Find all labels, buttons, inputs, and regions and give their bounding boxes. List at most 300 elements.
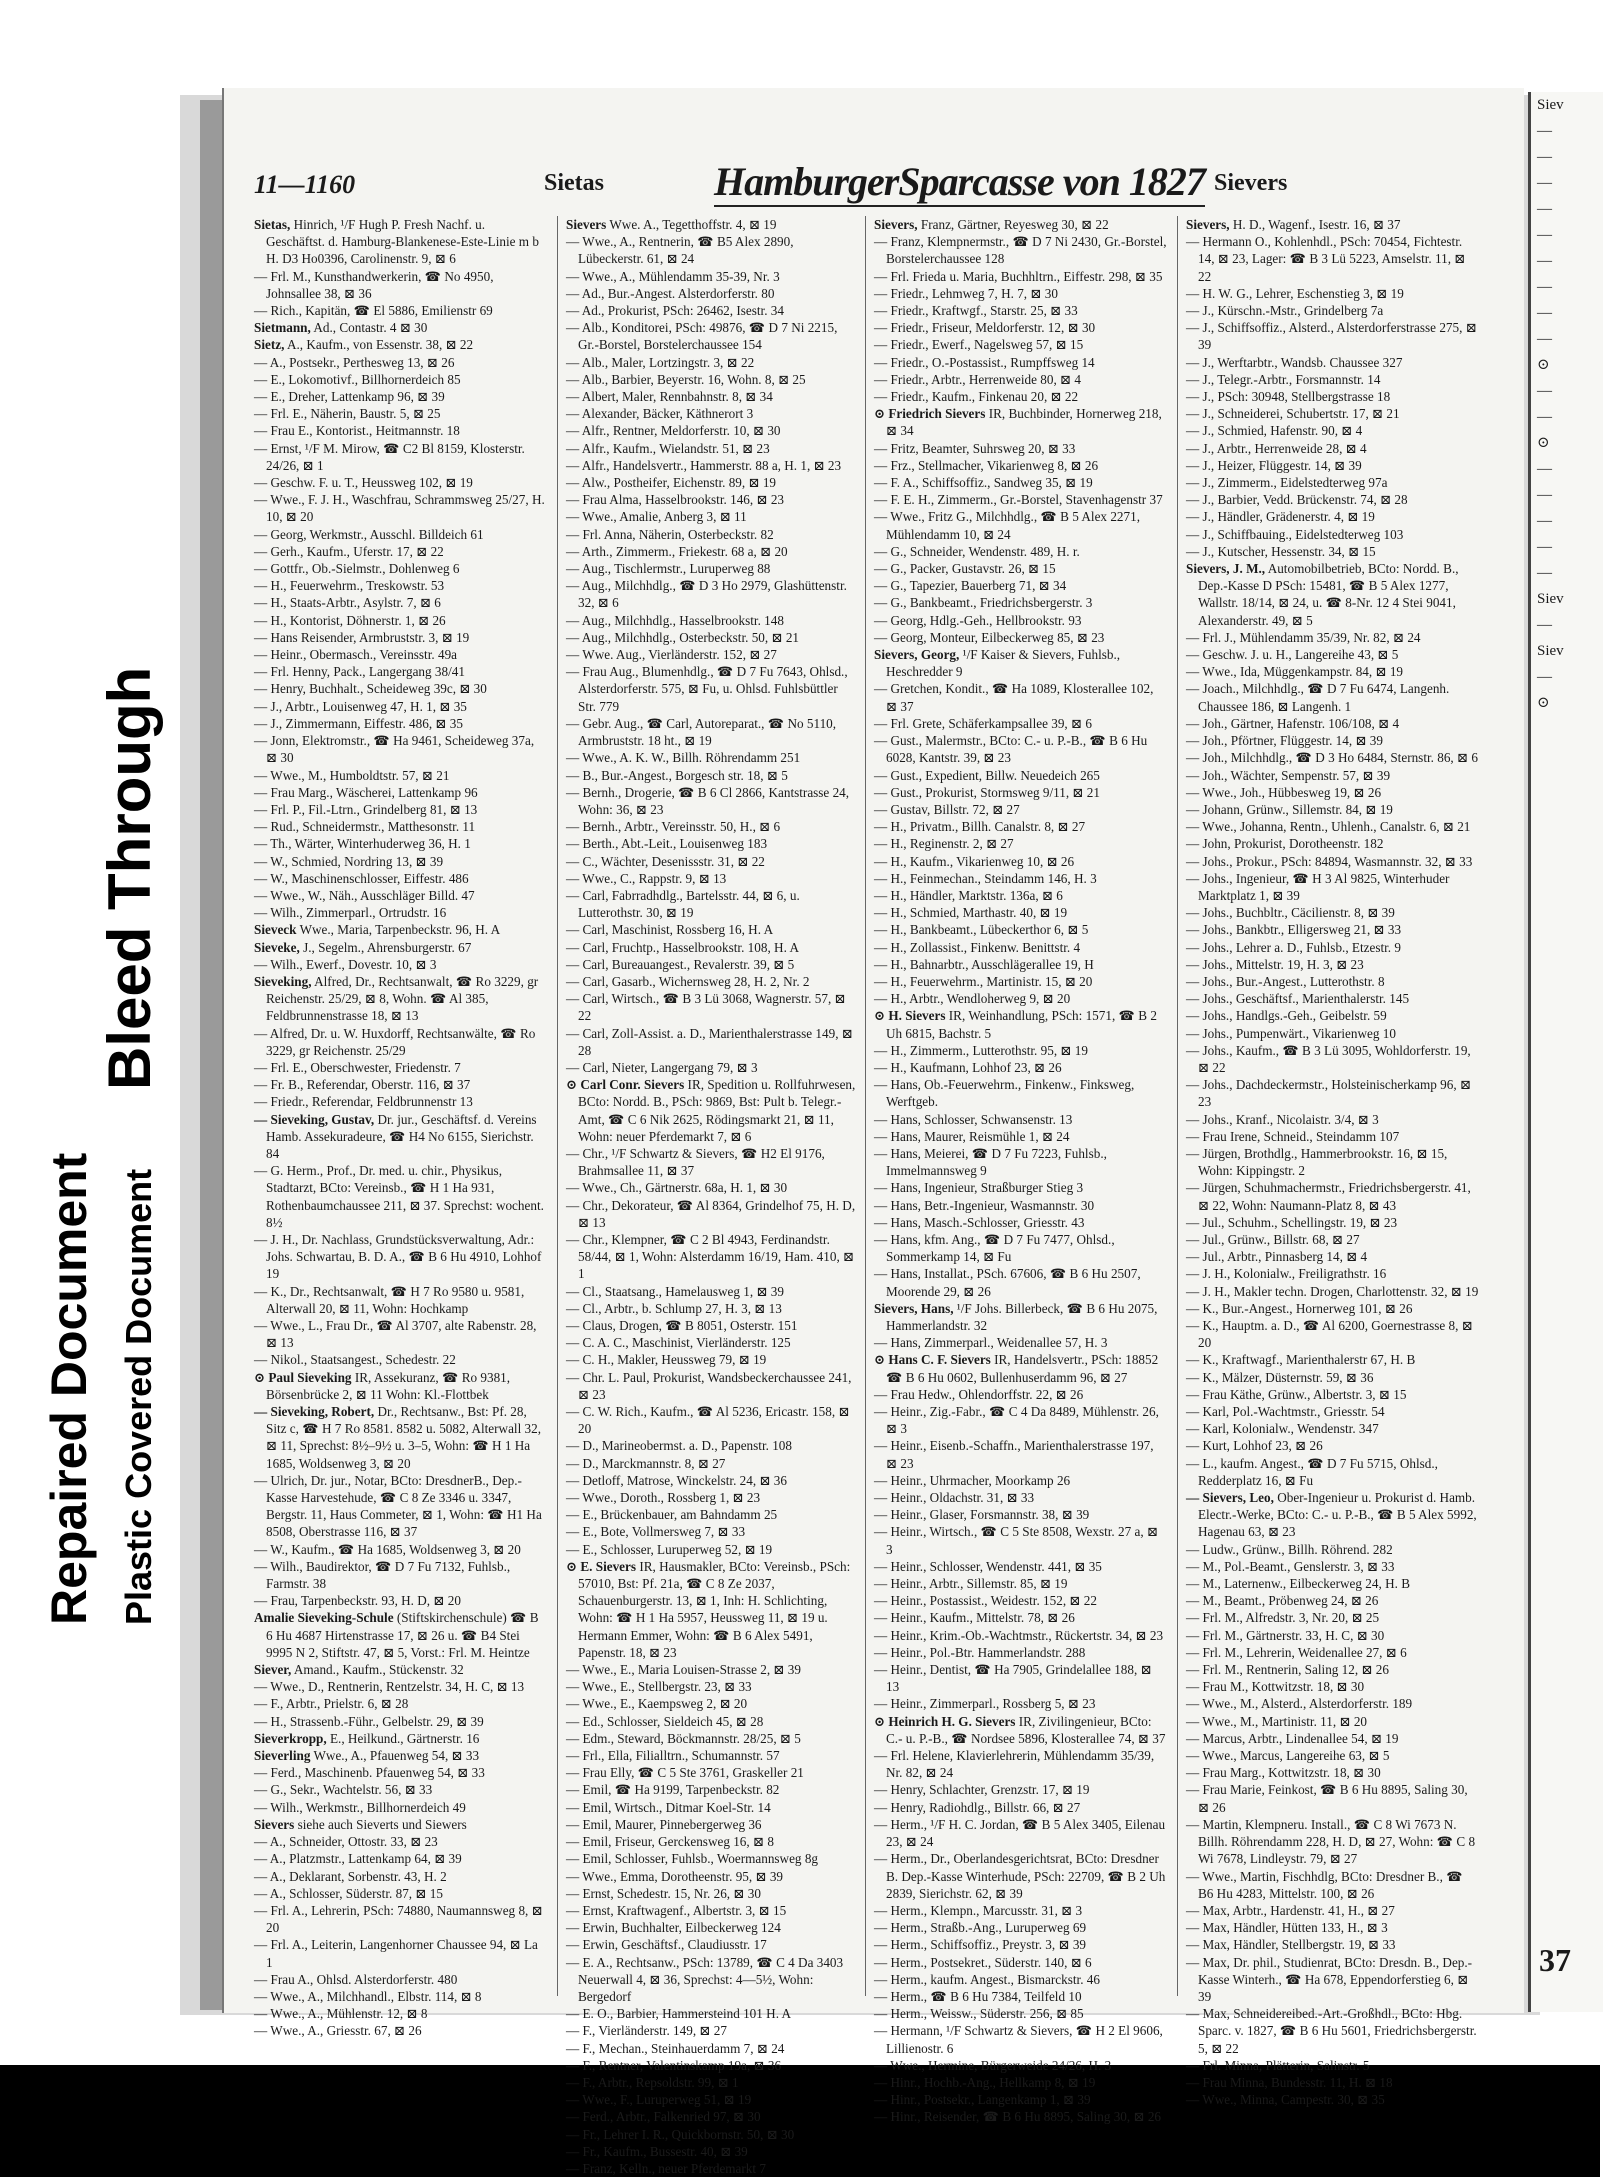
directory-entry — [254, 1351, 547, 1368]
directory-entry — [1186, 1265, 1479, 1282]
entry-text: — Jul., Grünw., Billstr. 68, ⊠ 27 — [1186, 1231, 1360, 1247]
entry-name: ⊙ Carl Conr. Sievers — [566, 1077, 685, 1093]
directory-entry — [254, 1971, 547, 1988]
directory-entry — [874, 302, 1167, 319]
entry-text: — H., Bankbeamt., Lübeckerthor 6, ⊠ 5 — [874, 922, 1089, 938]
entry-name: Amalie Sieveking-Schule — [254, 1610, 394, 1626]
entry-text: — Ad., Bur.-Angest. Alsterdorferstr. 80 — [566, 285, 775, 301]
entry-text: — Johs., Ingenieur, ☎ H 3 Al 9825, Winterhuder Marktplatz 1, ⊠ 39 — [1186, 870, 1450, 903]
entry-text: — Johs., Lehrer a. D., Fuhlsb., Etzestr. 9 — [1186, 939, 1401, 955]
entry-text: IR, Weinhandlung, PSch: 1571, ☎ B 2 Uh 6815, Bachstr. 5 — [886, 1008, 1157, 1041]
directory-entry — [874, 233, 1167, 267]
directory-entry — [566, 1558, 859, 1661]
entry-text: — Wwe., Martin, Fischhdlg, BCto: Dresdner B., ☎ B6 Hu 4283, Mittelstr. 100, ⊠ 26 — [1186, 1868, 1463, 1901]
entry-text: — J., Werftarbtr., Wandsb. Chaussee 327 — [1186, 354, 1403, 370]
entry-text: — Aug., Milchhdlg., Hasselbrookstr. 148 — [566, 612, 784, 628]
entry-text: — Joach., Milchhdlg., ☎ D 7 Fu 6474, Langenh. Chaussee 186, ⊠ Langenh. 1 — [1186, 681, 1450, 714]
directory-entry — [874, 956, 1167, 973]
entry-text: — Emil, Maurer, Pinnebergerweg 36 — [566, 1816, 762, 1832]
directory-entry — [254, 973, 547, 1025]
directory-entry — [254, 1799, 547, 1816]
directory-entry — [1186, 216, 1479, 233]
directory-entry — [1186, 1695, 1479, 1712]
directory-entry — [254, 663, 547, 680]
directory-entry — [566, 560, 859, 577]
entry-text: — Berth., Abt.-Leit., Louisenweg 183 — [566, 836, 768, 852]
directory-entry — [874, 1197, 1167, 1214]
directory-entry — [566, 526, 859, 543]
entry-text: — Ernst, Schedestr. 15, Nr. 26, ⊠ 30 — [566, 1885, 761, 1901]
directory-entry — [874, 818, 1167, 835]
directory-entry — [566, 388, 859, 405]
header-first-name: Sietas — [544, 170, 604, 196]
next-page-fragments — [1531, 92, 1603, 716]
directory-entry — [1186, 491, 1479, 508]
entry-text: IR, Spedition u. Rollfuhrwesen, BCto: Nordd. B., PSch: 9869, Bst: Pult b. Telegr.-Amt, ☎ C 6 Nik 2625, Rödingsmarkt 21, ⊠ 11, Wohn: neuer Pferdemarkt 7, ⊠ 6 — [578, 1077, 856, 1144]
entry-text: — Chr., ¹/F Schwartz & Sievers, ☎ H2 El 9176, Brahmsallee 11, ⊠ 37 — [566, 1145, 825, 1179]
entry-text: — Wilh., Zimmerparl., Ortrudstr. 16 — [254, 905, 447, 921]
entry-text: — Wwe., A., Rentnerin, ☎ B5 Alex 2890, Lübeckerstr. 61, ⊠ 24 — [566, 234, 794, 267]
directory-entry — [254, 1988, 547, 2005]
directory-entry — [566, 1317, 859, 1334]
entry-text: — Wwe., A., Mühlenstr. 12, ⊠ 8 — [254, 2006, 428, 2022]
entry-text: — H., Zollassist., Finkenw. Benittstr. 4 — [874, 939, 1081, 955]
entry-text: — Fr. B., Referendar, Oberstr. 116, ⊠ 37 — [254, 1077, 471, 1093]
entry-text: — Herm., ¹/F H. C. Jordan, ☎ B 5 Alex 3405, Eilenau 23, ⊠ 24 — [874, 1816, 1166, 1850]
entry-text: — Frl., Ella, Filialltrn., Schumannstr. 57 — [566, 1748, 780, 1764]
entry-text: — Herm., Klempn., Marcusstr. 31, ⊠ 3 — [874, 1902, 1083, 1918]
entry-text: — H., Feinmechan., Steindamm 146, H. 3 — [874, 870, 1097, 886]
entry-text: — Joh., Gärtner, Hafenstr. 106/108, ⊠ 4 — [1186, 715, 1400, 731]
entry-text: Franz, Gärtner, Reyesweg 30, ⊠ 22 — [920, 217, 1109, 232]
entry-text: — Cl., Arbtr., b. Schlump 27, H. 3, ⊠ 13 — [566, 1300, 782, 1316]
directory-entry — [566, 1351, 859, 1368]
entry-text: — F., Mechan., Steinhauerdamm 7, ⊠ 24 — [566, 2040, 785, 2056]
entry-name: Sievers, J. M., — [1186, 561, 1266, 577]
directory-entry — [1186, 2074, 1479, 2091]
directory-entry — [874, 2074, 1167, 2091]
directory-entry — [254, 1850, 547, 1867]
entry-text: — Detloff, Matrose, Winckelstr. 24, ⊠ 36 — [566, 1472, 787, 1488]
entry-text: — Carl, Fabrradhdlg., Bartelsstr. 44, ⊠ 6, u. Lutterothstr. 30, ⊠ 19 — [566, 887, 800, 921]
directory-entry — [874, 354, 1167, 371]
directory-entry — [874, 1627, 1167, 1644]
directory-entry — [566, 2108, 859, 2125]
directory-entry — [254, 1317, 547, 1351]
entry-text: — Herm., kaufm. Angest., Bismarckstr. 46 — [874, 1971, 1100, 1987]
entry-text: — Frl. E., Oberschwester, Friedenstr. 7 — [254, 1059, 461, 1075]
page-binding-edge — [200, 100, 224, 2010]
directory-entry — [254, 2022, 547, 2039]
next-page-fragment: — — [1537, 461, 1552, 477]
directory-entry — [566, 1334, 859, 1351]
directory-entry — [254, 1885, 547, 1902]
directory-entry — [874, 1179, 1167, 1196]
directory-entry — [566, 2143, 859, 2160]
directory-entry — [1186, 1042, 1479, 1076]
directory-entry — [254, 1076, 547, 1093]
directory-entry — [254, 715, 547, 732]
directory-entry — [254, 302, 547, 319]
next-page-fragment: — — [1537, 201, 1552, 217]
entry-text: — Jürgen, Schuhmachermstr., Friedrichsbergerstr. 41, ⊠ 22, Wohn: Naumann-Platz 8, ⊠ 43 — [1186, 1180, 1471, 1213]
directory-entry — [566, 990, 859, 1024]
directory-entry — [1186, 1076, 1479, 1110]
entry-text: — E., Lokomotivf., Billhornerdeich 85 — [254, 371, 461, 387]
entry-text: — Frl. M., Alfredstr. 3, Nr. 20, ⊠ 25 — [1186, 1610, 1380, 1626]
directory-entry — [566, 1902, 859, 1919]
directory-entry — [254, 526, 547, 543]
next-page-fragment: — — [1537, 669, 1552, 685]
entry-text: — Aug., Milchhdlg., ☎ D 3 Ho 2979, Glashüttenstr. 32, ⊠ 6 — [566, 578, 847, 611]
next-page-fragment: — — [1537, 175, 1552, 191]
entry-text: siehe auch Sieverts und Siewers — [297, 1816, 467, 1832]
entry-text: — Frl. M., Rentnerin, Saling 12, ⊠ 26 — [1186, 1662, 1389, 1678]
directory-entry — [874, 801, 1167, 818]
directory-entry — [566, 870, 859, 887]
entry-text: Dr. jur., Geschäftsf. d. Vereins Hamb. Assekuradeure, ☎ H4 No 6155, Sierichstr. 84 — [266, 1111, 537, 1161]
directory-entry — [254, 1403, 547, 1472]
header-last-name: Sievers — [1214, 170, 1288, 196]
directory-entry — [254, 1472, 547, 1541]
entry-text: — C., Wächter, Desenissstr. 31, ⊠ 22 — [566, 853, 765, 869]
directory-entry — [1186, 1369, 1479, 1386]
entry-text: — E., Dreher, Lattenkamp 96, ⊠ 39 — [254, 389, 445, 405]
entry-text: — Carl, Gasarb., Wichernsweg 28, H. 2, Nr. 2 — [566, 973, 810, 989]
directory-entry — [566, 1919, 859, 1936]
directory-entry — [566, 1695, 859, 1712]
entry-text: — Carl, Fruchtp., Hasselbrookstr. 108, H. A — [566, 939, 799, 955]
directory-entry — [566, 629, 859, 646]
directory-entry — [1186, 835, 1479, 852]
entry-text: — Cl., Staatsang., Hamelausweg 1, ⊠ 39 — [566, 1283, 784, 1299]
directory-entry — [1186, 801, 1479, 818]
entry-name: Sietmann, — [254, 320, 311, 336]
directory-entry — [1186, 1145, 1479, 1179]
entry-text: — Wwe., Ida, Müggenkampstr. 84, ⊠ 19 — [1186, 664, 1404, 680]
directory-entry — [254, 1816, 547, 1833]
entry-text: — Johs., Handlgs.-Geh., Geibelstr. 59 — [1186, 1008, 1387, 1024]
directory-entry — [874, 508, 1167, 542]
entry-text: — Wwe., Joh., Hübbesweg 19, ⊠ 26 — [1186, 784, 1382, 800]
entry-name: — Sieveking, Robert, — [254, 1404, 375, 1420]
directory-entry — [254, 1592, 547, 1609]
entry-text: — L., kaufm. Angest., ☎ D 7 Fu 5715, Ohlsd., Redderplatz 16, ⊠ Fu — [1186, 1455, 1438, 1488]
entry-text: — Frl. M., Gärtnerstr. 33, H. C, ⊠ 30 — [1186, 1627, 1385, 1643]
directory-entry — [874, 612, 1167, 629]
directory-entry — [874, 319, 1167, 336]
directory-entry — [874, 1351, 1167, 1385]
directory-entry — [254, 1609, 547, 1661]
entry-text: — Ad., Prokurist, PSch: 26462, Isestr. 34 — [566, 303, 784, 319]
directory-entry — [874, 1902, 1167, 1919]
entry-text: — Ed., Schlosser, Sieldeich 45, ⊠ 28 — [566, 1713, 764, 1729]
directory-column-1 — [254, 216, 547, 2039]
directory-entry — [874, 1713, 1167, 1747]
directory-entry — [874, 491, 1167, 508]
entry-text: — Frz., Stellmacher, Vikarienweg 8, ⊠ 26 — [874, 457, 1099, 473]
directory-entry — [566, 818, 859, 835]
directory-entry — [566, 973, 859, 990]
directory-entry — [254, 371, 547, 388]
directory-entry — [254, 921, 547, 938]
entry-text: H. D., Wagenf., Isestr. 16, ⊠ 37 — [1232, 217, 1401, 232]
directory-entry — [874, 285, 1167, 302]
directory-entry — [1186, 1386, 1479, 1403]
directory-entry — [1186, 1351, 1479, 1368]
directory-entry — [1186, 749, 1479, 766]
directory-entry — [874, 1850, 1167, 1902]
entry-text: — Emil, Schlosser, Fuhlsb., Woermannsweg 8g — [566, 1851, 819, 1867]
directory-entry — [1186, 1179, 1479, 1213]
entry-text: — Frau Käthe, Grünw., Albertstr. 3, ⊠ 15 — [1186, 1386, 1407, 1402]
entry-text: Ober-Ingenieur u. Prokurist d. Hamb. Electr.-Werke, BCto: C.- u. P.-B., ☎ B 5 Alex 5992, Hagenau 63, ⊠ 23 — [1198, 1490, 1477, 1540]
entry-text: — Ulrich, Dr. jur., Notar, BCto: DresdnerB., Dep.-Kasse Harvestehude, ☎ C 8 Ze 3346 u. 3347, Bergstr. 11, Haus Commeter, ⊠ 1, Wohn: ☎ H1 Ha 8508, Oberstrasse 116, ⊠ 37 — [254, 1472, 542, 1540]
entry-text: — B., Bur.-Angest., Borgesch str. 18, ⊠ 5 — [566, 767, 788, 783]
entry-text: — Henry, Schlachter, Grenzstr. 17, ⊠ 19 — [874, 1782, 1090, 1798]
directory-entry — [874, 784, 1167, 801]
entry-text: — Frau Marg., Wäscherei, Lattenkamp 96 — [254, 784, 478, 800]
entry-text: — J., Arbtr., Herrenweide 28, ⊠ 4 — [1186, 440, 1367, 456]
entry-text: — Wwe., M., Alsterd., Alsterdorferstr. 189 — [1186, 1696, 1413, 1712]
entry-text: — G., Packer, Gustavstr. 26, ⊠ 15 — [874, 561, 1056, 577]
entry-text: — Wwe. Aug., Vierländerstr. 152, ⊠ 27 — [566, 647, 777, 663]
directory-entry — [566, 1283, 859, 1300]
entry-text: — A., Platzmstr., Lattenkamp 64, ⊠ 39 — [254, 1851, 462, 1867]
entry-text: — C. A. C., Maschinist, Vierländerstr. 125 — [566, 1335, 791, 1351]
entry-text: — Frl. Helene, Klavierlehrerin, Mühlendamm 35/39, Nr. 82, ⊠ 24 — [874, 1748, 1155, 1781]
entry-text: — H., Reginenstr. 2, ⊠ 27 — [874, 836, 1014, 852]
entry-text: — Emil, ☎ Ha 9199, Tarpenbeckstr. 82 — [566, 1782, 780, 1798]
directory-entry — [566, 508, 859, 525]
entry-text: — Friedr., Lehmweg 7, H. 7, ⊠ 30 — [874, 285, 1058, 301]
entry-text: — Claus, Drogen, ☎ B 8051, Osterstr. 151 — [566, 1318, 798, 1333]
next-page-fragment: — — [1537, 409, 1552, 425]
directory-entry — [874, 1489, 1167, 1506]
entry-text: — Friedr., Referendar, Feldbrunnenstr 13 — [254, 1094, 473, 1110]
entry-text: — J., Zimmermann, Eiffestr. 486, ⊠ 35 — [254, 715, 463, 731]
next-page-fragment: — — [1537, 617, 1552, 633]
directory-entry — [566, 1179, 859, 1196]
entry-text: — Hermann, ¹/F Schwartz & Sievers, ☎ H 2 El 9606, Lillienostr. 6 — [874, 2023, 1163, 2056]
directory-entry — [1186, 1214, 1479, 1231]
entry-text: — Johs., Prokur., PSch: 84894, Wasmannstr. 32, ⊠ 33 — [1186, 853, 1473, 869]
entry-text: — Johs., Dachdeckermstr., Holsteinischerkamp 96, ⊠ 23 — [1186, 1077, 1471, 1110]
directory-entry — [566, 491, 859, 508]
directory-entry — [1186, 440, 1479, 457]
entry-text: — Fritz, Beamter, Suhrsweg 20, ⊠ 33 — [874, 440, 1076, 456]
entry-text: — F., Rentner, Valentinskamp 19a, ⊠ 36 — [566, 2057, 782, 2073]
plastic-covered-label: Plastic Covered Document — [118, 1168, 159, 1625]
next-page-fragment: — — [1537, 149, 1552, 165]
directory-entry — [874, 732, 1167, 766]
entry-text: — Edm., Steward, Böckmannstr. 28/25, ⊠ 5 — [566, 1730, 801, 1746]
entry-name: ⊙ E. Sievers — [566, 1558, 637, 1574]
directory-entry — [254, 1558, 547, 1592]
entry-text: — K., Dr., Rechtsanwalt, ☎ H 7 Ro 9580 u. 9581, Alterwall 20, ⊠ 11, Wohn: Hochkamp — [254, 1283, 525, 1316]
entry-text: — Frau Minna, Bundesstr. 11, H. ⊠ 18 — [1186, 2074, 1393, 2090]
next-page-fragment: — — [1537, 487, 1552, 503]
entry-text: — Friedr., Friseur, Meldorferstr. 12, ⊠ 30 — [874, 320, 1096, 336]
entry-text: J., Segelm., Ahrensburgerstr. 67 — [303, 939, 472, 955]
directory-entry — [254, 354, 547, 371]
directory-entry — [254, 732, 547, 766]
entry-text: — G., Schneider, Wendenstr. 489, H. r. — [874, 543, 1080, 559]
directory-entry — [1186, 457, 1479, 474]
directory-entry — [874, 1042, 1167, 1059]
entry-text: — Wwe., E., Stellbergstr. 23, ⊠ 33 — [566, 1679, 752, 1695]
directory-entry — [1186, 870, 1479, 904]
directory-entry — [874, 1076, 1167, 1110]
entry-text: — Johs., Bankbtr., Elligersweg 21, ⊠ 33 — [1186, 922, 1402, 938]
entry-text: — J., Kutscher, Hessenstr. 34, ⊠ 15 — [1186, 543, 1376, 559]
directory-entry — [874, 973, 1167, 990]
entry-text: — Hinr., Postsekr., Langenkamp 1, ⊠ 39 — [874, 2092, 1091, 2108]
directory-entry — [566, 1300, 859, 1317]
directory-entry — [254, 1369, 547, 1403]
entry-text: — Hans, Zimmerparl., Weidenallee 57, H. 3 — [874, 1335, 1108, 1351]
entry-text: — Frl. M., Kunsthandwerkerin, ☎ No 4950, Johnsallee 38, ⊠ 36 — [254, 268, 494, 301]
entry-text: — Chr., Klempner, ☎ C 2 Bl 4943, Ferdinandstr. 58/44, ⊠ 1, Wohn: Alsterdamm 16/19, Ham. 410, ⊠ 1 — [566, 1231, 855, 1282]
entry-text: — Hans, Ob.-Feuerwehrm., Finkenw., Finksweg, Werftgeb. — [874, 1077, 1135, 1110]
directory-entry — [874, 1506, 1167, 1523]
entry-name: Sievers, — [874, 217, 918, 232]
entry-text: — Jul., Schuhm., Schellingstr. 19, ⊠ 23 — [1186, 1214, 1398, 1230]
directory-entry — [874, 2108, 1167, 2125]
next-page-fragment: ⊙ — [1537, 435, 1550, 451]
directory-entry — [254, 956, 547, 973]
directory-entry — [874, 1231, 1167, 1265]
entry-text: — Karl, Kolonialw., Wendenstr. 347 — [1186, 1421, 1379, 1437]
directory-entry — [874, 268, 1167, 285]
directory-entry — [566, 646, 859, 663]
directory-entry — [874, 1971, 1167, 1988]
entry-text: (Stiftskirchenschule) ☎ B 6 Hu 4687 Hirtenstrasse 17, ⊠ 26 u. ☎ B4 Stei 9995 N 2, Stiftstr. 47, ⊠ 5, Vorst.: Frl. M. Heintze — [266, 1610, 539, 1660]
entry-text: — Wwe., Emma, Dorotheenstr. 95, ⊠ 39 — [566, 1868, 784, 1884]
directory-entry — [566, 1437, 859, 1454]
entry-text: — Johs., Pumpenwärt., Vikarienweg 10 — [1186, 1025, 1396, 1041]
next-page-fragment: — — [1537, 305, 1552, 321]
directory-entry — [874, 1386, 1167, 1403]
directory-entry — [1186, 818, 1479, 835]
directory-entry — [566, 1506, 859, 1523]
directory-entry — [566, 422, 859, 439]
entry-text: — Ferd., Maschinenb. Pfauenweg 54, ⊠ 33 — [254, 1765, 485, 1781]
entry-text: — Fr., Kaufm., Bussestr. 40, ⊠ 39 — [566, 2143, 748, 2159]
entry-text: — Wwe., Marcus, Langereihe 63, ⊠ 5 — [1186, 1748, 1390, 1764]
directory-entry — [874, 577, 1167, 594]
entry-text: — Ferd., Arbtr., Falkenried 97, ⊠ 30 — [566, 2109, 761, 2125]
entry-name: Sieveck — [254, 922, 297, 938]
directory-entry — [874, 440, 1167, 457]
directory-entry — [874, 990, 1167, 1007]
directory-entry — [566, 1489, 859, 1506]
entry-text: — M., Pol.-Beamt., Genslerstr. 3, ⊠ 33 — [1186, 1558, 1395, 1574]
entry-text: IR, Hausmakler, BCto: Vereinsb., PSch: 57010, Bst: Pf. 21a, ☎ C 8 Ze 2037, Schauenburgerstr. 13, ⊠ 1, Inh: H. Schlichting, Wohn: ☎ H 1 Ha 5957, Heussweg 11, ⊠ 19 u. Hermann Emmer, Wohn: ☎ B 6 Alex 5491, Papenstr. 18, ⊠ 23 — [578, 1558, 851, 1660]
entry-text: — Alfred, Dr. u. W. Huxdorff, Rechtsanwälte, ☎ Ro 3229, gr Reichenstr. 25/29 — [254, 1025, 536, 1058]
directory-entry — [566, 835, 859, 852]
entry-name: Sieverling — [254, 1748, 311, 1764]
directory-page — [222, 88, 1524, 2176]
directory-entry — [254, 939, 547, 956]
entry-text: — H., Strassenb.-Führ., Gelbelstr. 29, ⊠ 39 — [254, 1713, 484, 1729]
directory-entry — [1186, 990, 1479, 1007]
directory-entry — [566, 939, 859, 956]
directory-entry — [254, 1111, 547, 1163]
entry-text: Hinrich, ¹/F Hugh P. Fresh Nachf. u. Geschäftst. d. Hamburg-Blankenese-Este-Linie m b H. D3 Ho0396, Carolinenstr. 9, ⊠ 6 — [266, 217, 539, 267]
entry-text: — H., Kaufmann, Lohhof 23, ⊠ 26 — [874, 1059, 1062, 1075]
next-page-fragment: ⊙ — [1537, 357, 1550, 373]
entry-text: — Th., Wärter, Winterhuderweg 36, H. 1 — [254, 836, 471, 852]
directory-entry — [254, 904, 547, 921]
entry-text: — Nikol., Staatsangest., Schedestr. 22 — [254, 1352, 456, 1368]
directory-entry — [1186, 767, 1479, 784]
directory-entry — [874, 2005, 1167, 2022]
entry-text: — Wilh., Baudirektor, ☎ D 7 Fu 7132, Fuhlsb., Farmstr. 38 — [254, 1558, 511, 1592]
entry-text: — Gerh., Kaufm., Uferstr. 17, ⊠ 22 — [254, 543, 444, 559]
directory-entry — [1186, 1764, 1479, 1781]
entry-text: — Frau Marie, Feinkost, ☎ B 6 Hu 8895, Saling 30, ⊠ 26 — [1186, 1782, 1468, 1815]
directory-entry — [566, 2005, 859, 2022]
entry-text: — Johs., Bur.-Angest., Lutterothstr. 8 — [1186, 973, 1385, 989]
entry-text: ¹/F Johs. Billerbeck, ☎ B 6 Hu 2075, Hammerlandstr. 32 — [886, 1300, 1158, 1333]
next-page-edge — [1528, 92, 1603, 2012]
entry-text: — Alfr., Kaufm., Wielandstr. 51, ⊠ 23 — [566, 440, 770, 456]
entry-text: — Wwe., A., Milchhandl., Elbstr. 114, ⊠ 8 — [254, 1988, 482, 2004]
entry-text: — Johs., Kaufm., ☎ B 3 Lü 3095, Wohldorferstr. 19, ⊠ 22 — [1186, 1042, 1471, 1075]
entry-text: — Kurt, Lohhof 23, ⊠ 26 — [1186, 1438, 1323, 1454]
entry-text: — Wwe., M., Martinistr. 11, ⊠ 20 — [1186, 1713, 1368, 1729]
directory-entry — [1186, 1455, 1479, 1489]
entry-text: — J., Händler, Grädenerstr. 4, ⊠ 19 — [1186, 509, 1375, 525]
entry-text: — Heinr., Wirtsch., ☎ C 5 Ste 8508, Wexstr. 27 a, ⊠ 3 — [874, 1524, 1158, 1557]
entry-text: — J., Zimmerm., Eidelstedterweg 97a — [1186, 475, 1388, 491]
directory-entry — [254, 491, 547, 525]
directory-entry — [566, 1936, 859, 1953]
directory-entry — [1186, 1936, 1479, 1953]
next-page-fragment: — — [1537, 565, 1552, 581]
entry-text: — Wwe., E., Kaempsweg 2, ⊠ 20 — [566, 1696, 748, 1712]
directory-entry — [1186, 422, 1479, 439]
entry-text: — Heinr., Schlosser, Wendenstr. 441, ⊠ 35 — [874, 1558, 1102, 1574]
directory-entry — [1186, 1902, 1479, 1919]
entry-text: — Erwin, Geschäftsf., Claudiusstr. 17 — [566, 1937, 767, 1953]
directory-entry — [1186, 285, 1479, 302]
directory-entry — [566, 302, 859, 319]
entry-text: — Herm., Postsekret., Süderstr. 140, ⊠ 6 — [874, 1954, 1092, 1970]
entry-text: — H., Kontorist, Döhnerstr. 1, ⊠ 26 — [254, 612, 446, 628]
entry-text: — Ernst, Kraftwagenf., Albertstr. 3, ⊠ 15 — [566, 1902, 787, 1918]
entry-text: — Carl, Maschinist, Rossberg 16, H. A — [566, 922, 774, 938]
directory-entry — [874, 1334, 1167, 1351]
entry-text: — Hans, Schlosser, Schwansenstr. 13 — [874, 1111, 1073, 1127]
directory-entry — [254, 2005, 547, 2022]
entry-text: — M., Laternenw., Eilbeckerweg 24, H. B — [1186, 1576, 1410, 1592]
entry-text: — Frl. Grete, Schäferkampsallee 39, ⊠ 6 — [874, 715, 1092, 731]
entry-text: — Wwe., F., Luruperweg 51, ⊠ 19 — [566, 2092, 752, 2108]
entry-text: — J., Kürschn.-Mstr., Grindelberg 7a — [1186, 303, 1384, 319]
directory-entry — [874, 835, 1167, 852]
directory-entry — [566, 1868, 859, 1885]
entry-text: — A., Schlosser, Süderstr. 87, ⊠ 15 — [254, 1885, 443, 1901]
directory-entry — [1186, 1128, 1479, 1145]
directory-entry — [254, 319, 547, 336]
entry-text: — John, Prokurist, Dorotheenstr. 182 — [1186, 836, 1384, 852]
directory-entry — [566, 1523, 859, 1540]
entry-text: — Gustav, Billstr. 72, ⊠ 27 — [874, 801, 1020, 817]
directory-entry — [254, 767, 547, 784]
entry-text: Amand., Kaufm., Stückenstr. 32 — [293, 1662, 464, 1678]
